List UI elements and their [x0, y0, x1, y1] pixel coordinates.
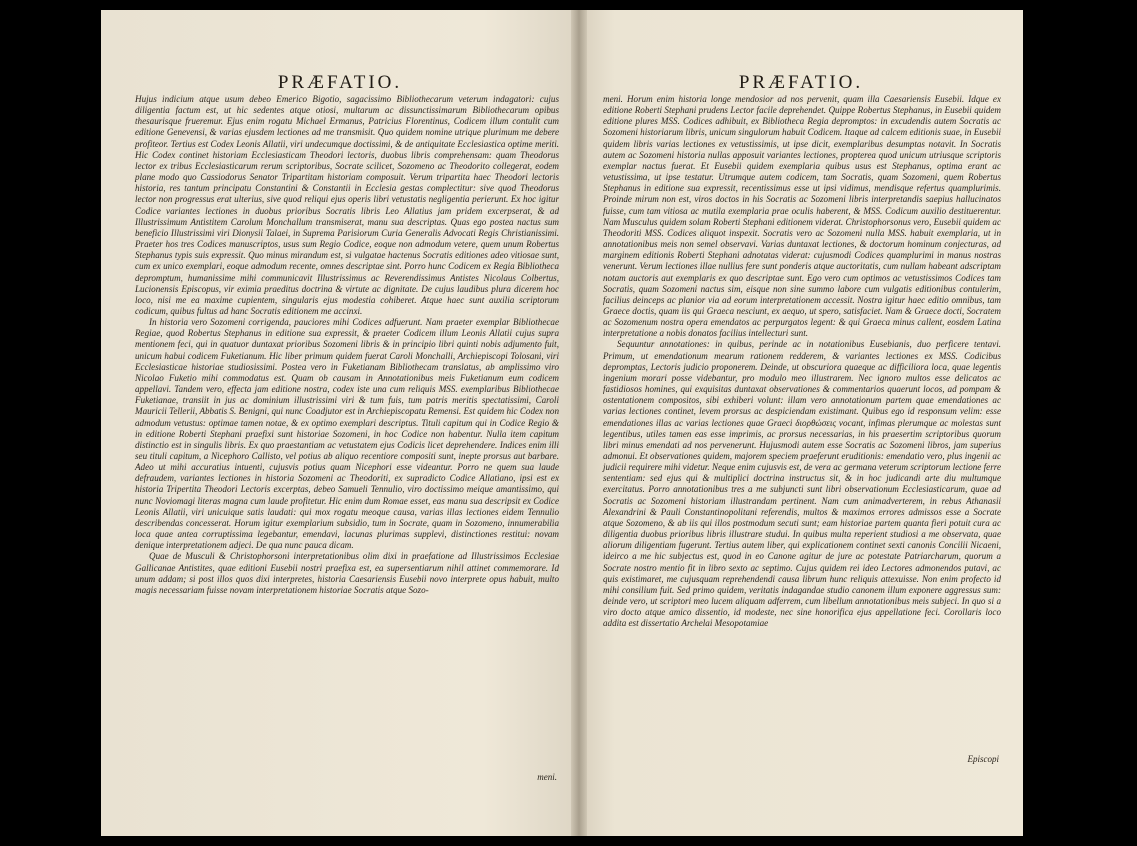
left-paragraph-3: Quae de Musculi & Christophorsoni interpretationibus olim dixi in praefatione ad Illustrissimos Ecclesiae Gallicanae Antistites, quae editioni Eusebii nostri praefixa est, ea supersentiarum nihil attinet commemorare. Id unum addam; si post illos quos dixi interpretes, historia Caesariensis Eusebii novo interprete opus habuit, multo magis necessariam fuisse novam interpretationem historiae Socratis atque Sozo-: [135, 551, 559, 595]
right-paragraph-2: Sequuntur annotationes: in quibus, perinde ac in notationibus Eusebianis, duo perficere tentavi. Primum, ut emendationum mearum rationem redderem, & variantes lectiones ex MSS. Codicibus depromptas, Lectoris judicio proponerem. Deinde, ut obscuriora quaeque ac difficiliora loca, quae legentis ingenium morari posse videbantur, pro modulo meo illustrarem. Nec ignoro multos esse delicatos ac fastidiosos homines, qui exquisitas duntaxat observationes & commentarios quaerunt locos, ad pompam & ostentationem compositos, sibi exhiberi volunt: illam vero annotationum partem quae emendationes ac varias lectiones continet, levem prorsus ac despiciendam existimant. Quibus ego id responsum velim: esse emendationes illas ac varias lectiones quae Graeci διορθώσεις vocant, infimas plerumque ac molestas sunt legentibus, utiles tamen eas esse imprimis, ac prorsus necessarias, in his praesertim scriptoribus quorum libri minus emendati ad nos pervenerunt. Hujusmodi autem esse Socratis ac Sozomeni libros, jam superius admonui. Et observationes quidem, majorem speciem praeferunt eruditionis: emendatio vero, plus ingenii ac judicii requirere mihi videtur. Neque enim cujusvis est, de vera ac germana veterum scriptorum lectione ferre sententiam: sed ejus qui & multiplici doctrina instructus sit, & in hoc judicandi arte diu multumque exercitatus. Porro annotationibus tres a me subjuncti sunt libri observationum Ecclesiasticarum, quae ad Socratis ac Sozomeni historiam illustrandam pertinent. Nam cum animadverterem, in rebus Athanasii Alexandrini & Pauli Constantinopolitani referendis, multos & maximos errores admissos esse a Socrate atque Sozomeno, & ab iis qui illos postmodum secuti sunt; eam historiae partem quanta fieri potuit cura ac diligentia duobus prioribus libris illustrare studui. In quibus multa reperient studiosi a me observata, quae aliorum diligentiam fugerunt. Tertius autem liber, qui explicationem continet sexti canonis Concilii Nicaeni, ideirco a me hic subjectus est, quod in eo Canone agitur de jure ac potestate Patriarcharum, quorum a Socrate nostro mentio fit in libro sexto ac septimo. Cujus quidem rei ideo Lectores admonendos putavi, ac quis existimaret, me cujusquam reprehendendi causa librum hunc reliquis attexuisse. Non enim profecto id mihi consilium fuit. Sed primo quidem, veritatis indagandae studio canonem illum exponere aggressus sum: deinde vero, ut scriptori meo lucem aliquam adferrem, cum libellum annotationibus meis subjeci. In quo si a viro docto atque amico dissentio, id modeste, nec sine honorifica ejus appellatione feci. Corollaris loco addita est dissertatio Archelai Mesopotamiae: [603, 339, 1001, 629]
left-page-header: PRÆFATIO.: [277, 72, 403, 93]
right-paragraph-1: meni. Horum enim historia longe mendosior ad nos pervenit, quam illa Caesariensis Eusebii. Idque ex editione Roberti Stephani prudens Lector facile deprehendet. Quippe Robertus Stephanus, in Eusebii quidem editione plures MSS. Codices adhibuit, ex Bibliotheca Regia depromptos: in excudendis autem Socratis ac Sozomeni historiarum libris, unicum singulorum habuit Codicem. Itaque ad calcem editionis suae, in Eusebii quidem libris varias lectiones ex vetustissimis, ut ipse dicit, exemplaribus desumptas notavit. In Socratis autem ac Sozomeni historia nullas apposuit variantes lectiones, propterea quod unicum utriusque scriptoris exemplar nactus fuerat. Et Eusebii quidem exemplaria quibus usus est Stephanus, optima erant ac vetustissima, ut ipse testatur. Utrumque autem codicem, tam Socratis, quam Sozomeni, quem Robertus Stephanus in editione sua expressit, recentissimus esse ut ipsi vidimus, mendisque refertus quamplurimis. Proinde mirum non est, viros doctos in his Socratis ac Sozomeni libris interpretandis saepius hallucinatos fuisse, cum tam vitiosa ac mutila exemplaria prae oculis haberent, & MSS. Codicum auxilio destituerentur. Nam Musculus quidem solam Roberti Stephani editionem viderat. Christophorsonus vero, Eusebii quidem ac Theodoriti MSS. Codices aliquot inspexit. Socratis vero ac Sozomeni nulla MSS. habuit exemplaria, ut in annotationibus meis non semel observavi. Varias duntaxat lectiones, & doctorum hominum conjecturas, ad marginem editionis Roberti Stephani adnotatas viderat: cujusmodi Codices quamplurimi in manus nostras venerunt. Verum lectiones illae nullius fere sunt ponderis atque auctoritatis, cum nullam habeant adscriptam notam auctoris aut exemplaris ex quo descriptae sunt. Ego vero cum optimos ac vetustissimos Codices tam Socratis, quam Sozomeni nactus sim, eisque non sine summo labore cum vulgatis editionibus contulerim, facilius deinceps ac planior via ad eorum interpretationem accessit. Nostra igitur haec editio omnibus, tam Graece doctis, quam iis qui Graeca nesciunt, ex aequo, ut spero, satisfaciet. Nam & Graece docti, Socratem ac Sozomenum nostra opera emendatos ac perpurgatos legent: & qui Graeca minus callent, eosdem Latina interpretatione a nobis donatos facilius intellecturi sunt.: [603, 94, 1001, 339]
left-catchword: meni.: [537, 772, 557, 782]
left-page-text: [135, 94, 559, 596]
left-page: [101, 10, 579, 836]
right-page: [579, 10, 1023, 836]
book-gutter: [571, 10, 587, 836]
book-spread: [101, 10, 1023, 836]
right-page-header: PRÆFATIO.: [738, 72, 864, 93]
left-paragraph-1: Hujus indicium atque usum debeo Emerico Bigotio, sagacissimo Bibliothecarum veterum indagatori: cujus diligentia factum est, ut hic sedentes atque otiosi, multarum ac dissunctissimarum Bibliothecarum opibus thesaurisque frueremur. Ejus enim rogatu Michael Ermanus, Patricius Florentinus, Codicem illum contulit cum editione Genevensi, & varias ejusdem lectiones ad me transmisit. Quo quidem nomine utrique plurimum me debere profiteor. Tertius est Codex Leonis Allatii, viri undecumque doctissimi, & de antiquitate Ecclesiastica optime meriti. Hic Codex continet historiam Ecclesiasticam Theodori lectoris, duobus libris comprehensam: quam Theodorus lector ex tribus Ecclesiasticarum rerum scriptoribus, Socrate scilicet, Sozomeno ac Theodorito collegerat, eodem plane modo quo Cassiodorus Senator Tripartitam historiam composuit. Verum tripartita haec Theodori lectoris historia, res tantum principatu Constantini & Constantii in Ecclesia gestas complectitur: sive quod Theodorus lector non progressus erat ulterius, sive quod reliqui ejus operis libri vetustatis negligentia perierunt. Ex hoc igitur Codice variantes lectiones in duobus prioribus Socratis libris Leo Allatius jam pridem excerpserat, & ad Illustrissimum Antistitem Carolum Monchallum transmiserat, manu sua descriptas. Quas ego postea nactus sum beneficio Illustrissimi viri Dionysii Talaei, in Suprema Parisiorum Curia Generalis Advocati Regis Christianissimi. Praeter hos tres Codices manuscriptos, usus sum Regio Codice, eoque non admodum vetere, quem unum Robertus Stephanus typis suis expressit. Quo minus mirandum est, si vulgatae hactenus Socratis editiones adeo vitiosae sunt, cum ex unico exemplari, eoque admodum recente, omnes descriptae sint. Porro hunc Codicem ex Regia Bibliotheca depromptum, humanissime mihi communicavit Illustrissimus ac Reverendissimus Antistes Nicolaus Colbertus, Lucionensis Episcopus, vir eximia praeditus doctrina & virtute ac dignitate. De cujus laudibus plura dicerem hoc loco, nisi me ea maxime cupientem, singularis ejus modestia cohiberet. Atque haec sunt auxilia scriptorum codicum, quibus fultus ad hanc Socratis editionem me accinxi.: [135, 94, 559, 316]
left-paragraph-2: In historia vero Sozomeni corrigenda, pauciores mihi Codices adfuerunt. Nam praeter exemplar Bibliothecae Regiae, quod Robertus Stephanus in editione sua expressit, & praeter Codicem illum Leonis Allatii cujus supra mentionem feci, qui in quatuor duntaxat prioribus Sozomeni libris & in principio libri quinti nobis adjumento fuit, unicum habui codicem Fuketianum. Hic liber primum quidem fuerat Caroli Monchalli, Archiepiscopi Tolosani, viri Ecclesiasticae historiae studiosissimi. Postea vero in Fuketianam Bibliothecam translatus, ab amplissimo viro Nicolao Fuketio mihi commodatus est. Quam ob causam in Annotationibus meis Fuketianum eum codicem appellavi. Tandem vero, effecta jam editione nostra, codex iste una cum reliquis MSS. exemplaribus Bibliothecae Fuketianae, transiit in jus ac dominium illustrissimi viri & tum fuis, tum patris meritis spectatissimi, Caroli Mauricii Tellerii, Abbatis S. Benigni, qui nunc Coadjutor est in Archiepiscopatu Remensi. Est quidem hic Codex non admodum vetustus: optimae tamen notae, & ex optimo exemplari descriptus. Tituli capitum qui in Codice Regio & in editione Roberti Stephani praefixi sunt historiae Sozomeni, in hoc Codice non habentur. Nulla item capitum distinctio est in singulis libris. Ex quo praestantiam ac vetustatem ejus Codicis licet deprehendere. Indices enim illi seu tituli capitum, a Nicephoro Callisto, vel potius ab aliquo recentiore compositi sunt, inepte prorsus aut barbare. Adeo ut mihi accuratius intuenti, cujusvis potius quam Nicephori esse videantur. Porro ne quem sua laude defraudem, variantes lectiones in historia Sozomeni ac Theodoriti, ex supradicto Codice Allatiano, ipsi est ex historia Tripertita Theodori Lectoris excerptas, debeo Samueli Tennulio, viro doctissimo meique amantissimo, qui nunc Noviomagi literas magna cum laude profitetur. Hic enim dum Romae esset, eas manu sua descripsit ex Codice Leonis Allatii, viri unicuique satis laudati: qui mox rogatu meoque causa, varias illas lectiones eidem Tennulio describendas concesserat. Horum igitur exemplarium subsidio, tum in Socrate, quam in Sozomeno, innumerabilia loca quae antea corruptissima legebantur, emendavi, lacunas plurimas supplevi, distinctiones restitui: novam denique interpretationem adjeci. De qua nunc pauca dicam.: [135, 317, 559, 551]
right-catchword: Episcopi: [967, 754, 999, 764]
right-page-text: [603, 94, 1001, 630]
